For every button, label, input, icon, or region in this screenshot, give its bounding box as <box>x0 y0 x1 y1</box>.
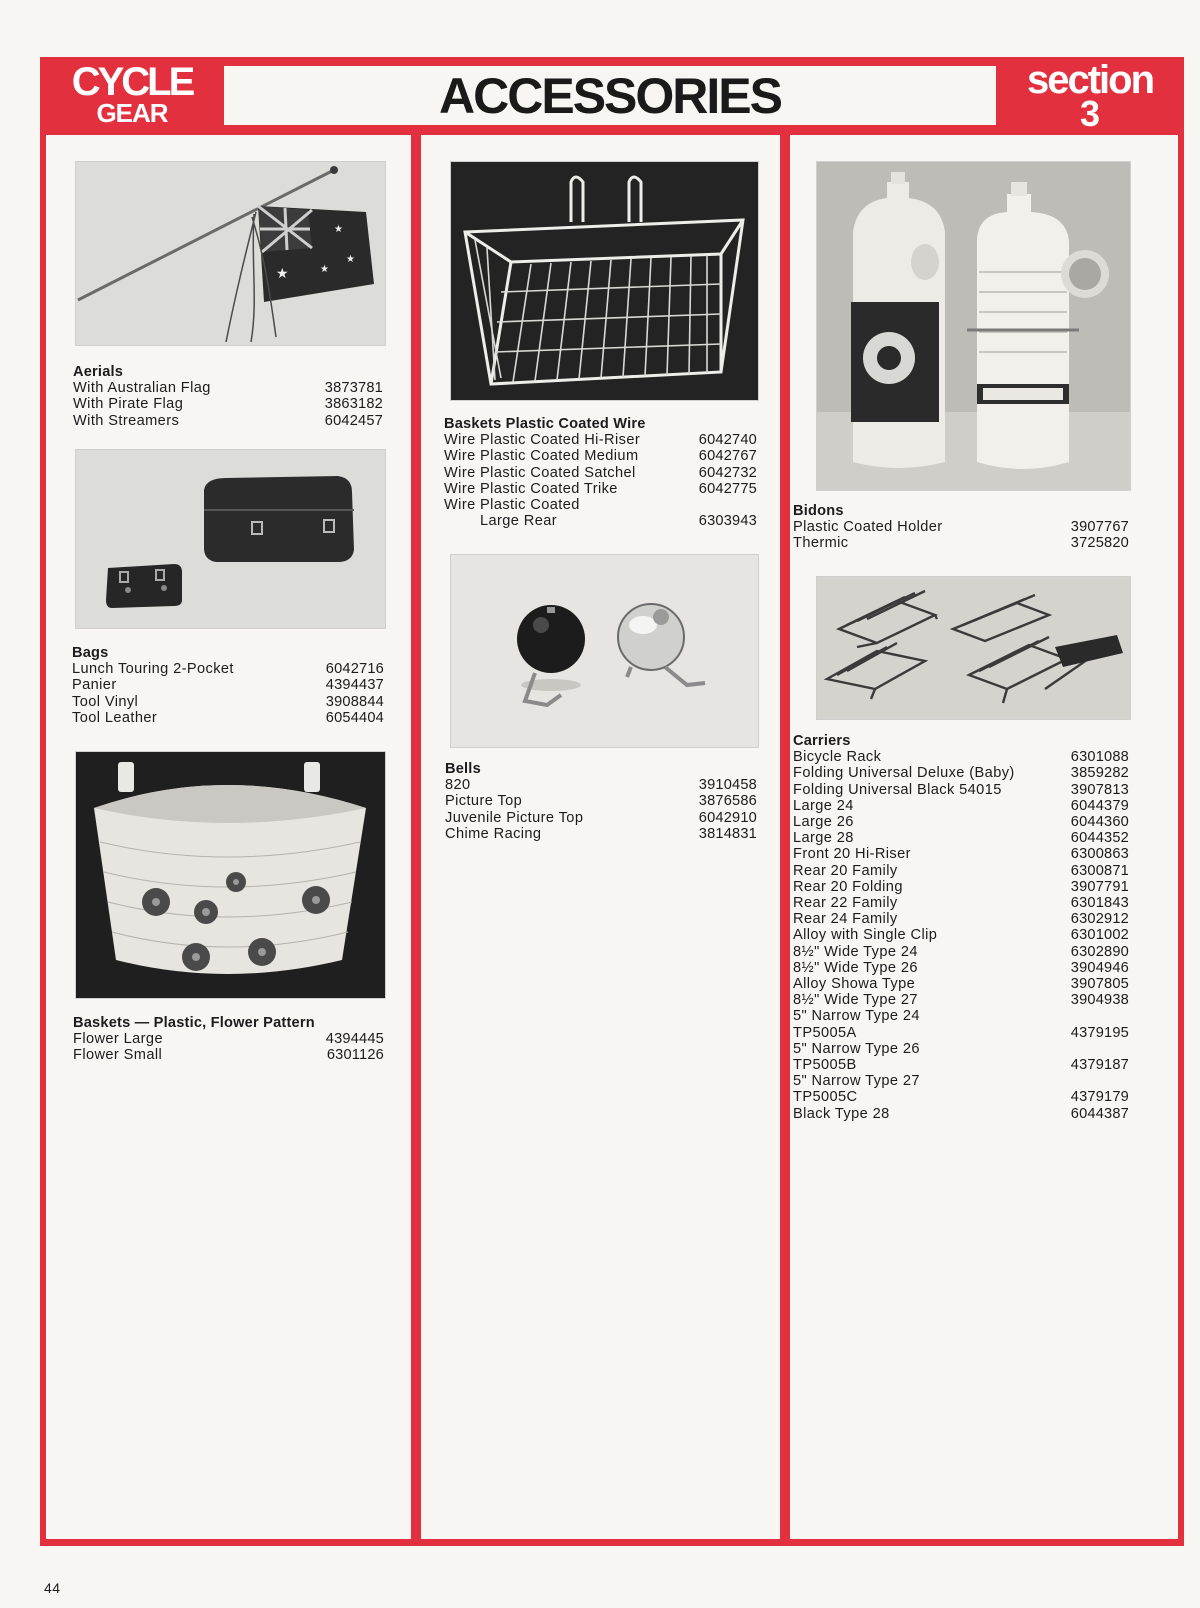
item-code: 3725820 <box>1070 535 1129 552</box>
item-code: 6303943 <box>698 513 757 530</box>
bells-image <box>451 555 758 747</box>
list-item <box>793 1041 1129 1057</box>
item-name: Lunch Touring 2-Pocket <box>72 661 234 678</box>
list-item <box>793 1106 1129 1122</box>
aerials-photo <box>75 161 386 346</box>
bells-list <box>445 761 757 842</box>
list-item <box>73 413 383 429</box>
bags-photo <box>75 449 386 629</box>
aerials-list <box>73 364 383 429</box>
list-item <box>444 481 757 497</box>
list-item <box>72 694 384 710</box>
list-item <box>73 396 383 412</box>
item-name: Flower Small <box>73 1047 163 1064</box>
list-item <box>793 830 1129 846</box>
list-item <box>73 1047 384 1063</box>
list-item <box>444 465 757 481</box>
item-name: With Streamers <box>73 412 180 429</box>
item-code: 6042716 <box>325 661 384 678</box>
item-name: Plastic Coated Holder <box>793 519 943 536</box>
item-name: 5" Narrow Type 26 <box>793 1040 920 1057</box>
carriers-photo <box>816 576 1131 720</box>
list-item <box>793 846 1129 862</box>
item-code: 4394437 <box>325 677 384 694</box>
item-code: 6302912 <box>1070 911 1129 928</box>
list-item <box>793 798 1129 814</box>
flower-basket-image <box>76 752 385 998</box>
item-name: Juvenile Picture Top <box>445 809 584 826</box>
list-item <box>793 814 1129 830</box>
item-code: 3876586 <box>698 793 757 810</box>
flower-baskets-heading: Baskets — Plastic, Flower Pattern <box>73 1015 315 1031</box>
item-name: Tool Leather <box>72 709 158 726</box>
flag-aerial-image <box>76 162 385 345</box>
item-code: 3908844 <box>325 693 384 710</box>
item-name: Thermic <box>793 535 849 552</box>
item-name: Wire Plastic Coated Satchel <box>444 464 636 481</box>
list-item <box>793 1073 1129 1089</box>
item-name: TP5005A <box>793 1024 857 1041</box>
list-item <box>793 879 1129 895</box>
item-code: 6301843 <box>1070 895 1129 912</box>
svg-text:★: ★ <box>346 254 355 265</box>
item-name: TP5005B <box>793 1057 857 1074</box>
item-code: 6042775 <box>698 480 757 497</box>
item-name: Alloy Showa Type <box>793 976 916 993</box>
list-item <box>793 535 1129 551</box>
list-item <box>793 863 1129 879</box>
list-item <box>793 927 1129 943</box>
item-code: 6300863 <box>1070 846 1129 863</box>
item-name: Large Rear <box>480 513 558 530</box>
item-code: 6301126 <box>326 1047 384 1064</box>
item-name: Picture Top <box>445 793 523 810</box>
carriers-list <box>793 733 1129 1122</box>
item-code: 4394445 <box>325 1031 384 1048</box>
list-item <box>444 513 757 529</box>
item-name: Alloy with Single Clip <box>793 927 938 944</box>
list-item <box>445 826 757 842</box>
item-name: 8½" Wide Type 24 <box>793 943 918 960</box>
item-code: 6301088 <box>1070 749 1129 766</box>
bidons-photo <box>816 161 1131 491</box>
item-code: 3910458 <box>698 777 757 794</box>
list-item <box>793 911 1129 927</box>
item-code: 6302890 <box>1070 943 1129 960</box>
list-item <box>73 1031 384 1047</box>
bidons-heading: Bidons <box>793 503 844 519</box>
item-name: With Pirate Flag <box>73 396 184 413</box>
item-code: 6044360 <box>1070 814 1129 831</box>
item-code: 6044379 <box>1070 797 1129 814</box>
item-name: 5" Narrow Type 27 <box>793 1073 920 1090</box>
item-name: Wire Plastic Coated Trike <box>444 480 618 497</box>
list-item <box>444 448 757 464</box>
section-number: 3 <box>1079 93 1101 134</box>
wire-baskets-heading: Baskets Plastic Coated Wire <box>444 416 646 432</box>
column-1 <box>46 135 411 1539</box>
item-name: Large 26 <box>793 814 854 831</box>
item-code: 6042457 <box>324 412 383 429</box>
bags-image <box>76 450 385 628</box>
bidons-list <box>793 503 1129 552</box>
item-code: 3863182 <box>324 396 383 413</box>
column-3 <box>790 135 1178 1539</box>
page-title-box <box>224 66 996 125</box>
aerials-heading: Aerials <box>73 364 124 380</box>
item-code: 6042732 <box>698 464 757 481</box>
list-item <box>793 1057 1129 1073</box>
item-code: 6044387 <box>1070 1105 1129 1122</box>
wire-basket-image <box>451 162 758 400</box>
carriers-image <box>817 577 1130 719</box>
item-code: 3859282 <box>1070 765 1129 782</box>
list-item <box>793 1089 1129 1105</box>
item-code: 3907805 <box>1070 976 1129 993</box>
item-name: With Australian Flag <box>73 380 211 397</box>
item-code: 6301002 <box>1070 927 1129 944</box>
svg-text:★: ★ <box>334 224 343 235</box>
list-item <box>444 432 757 448</box>
item-name: 820 <box>445 777 471 794</box>
item-name: Tool Vinyl <box>72 693 139 710</box>
item-code: 4379187 <box>1070 1057 1129 1074</box>
logo-line-1: CYCLE <box>71 60 193 104</box>
list-item <box>445 777 757 793</box>
item-name: Black Type 28 <box>793 1105 890 1122</box>
item-code: 6042910 <box>698 809 757 826</box>
item-name: Folding Universal Deluxe (Baby) <box>793 765 1015 782</box>
item-code: 6042740 <box>698 432 757 449</box>
section-word: section <box>1026 58 1154 102</box>
item-code: 3907767 <box>1070 519 1129 536</box>
list-item <box>793 976 1129 992</box>
item-name: Front 20 Hi-Riser <box>793 846 911 863</box>
item-name: Rear 20 Family <box>793 862 898 879</box>
list-item <box>793 749 1129 765</box>
item-name: Wire Plastic Coated Hi-Riser <box>444 432 641 449</box>
list-item <box>793 1008 1129 1024</box>
svg-text:★: ★ <box>276 266 289 282</box>
list-item <box>72 677 384 693</box>
item-name: Large 24 <box>793 797 854 814</box>
page-number: 44 <box>44 1580 61 1596</box>
item-name: Bicycle Rack <box>793 749 882 766</box>
list-item <box>793 1025 1129 1041</box>
column-2 <box>421 135 780 1539</box>
item-code: 6054404 <box>325 709 384 726</box>
item-code: 6044352 <box>1070 830 1129 847</box>
list-item <box>445 793 757 809</box>
page-title: ACCESSORIES <box>439 67 781 124</box>
item-code: 4379179 <box>1070 1089 1129 1106</box>
item-name: Folding Universal Black 54015 <box>793 781 1002 798</box>
bells-photo <box>450 554 759 748</box>
list-item <box>793 960 1129 976</box>
section-badge <box>998 58 1182 132</box>
flower-basket-photo <box>75 751 386 999</box>
list-item <box>793 944 1129 960</box>
wire-baskets-list <box>444 416 757 529</box>
wire-basket-photo <box>450 161 759 401</box>
item-code: 6300871 <box>1070 862 1129 879</box>
list-item <box>793 519 1129 535</box>
item-name: Rear 22 Family <box>793 895 898 912</box>
item-name: Rear 20 Folding <box>793 878 903 895</box>
item-code: 3907813 <box>1070 781 1129 798</box>
list-item <box>793 895 1129 911</box>
item-code: 3907791 <box>1070 878 1129 895</box>
list-item <box>445 810 757 826</box>
item-name: 5" Narrow Type 24 <box>793 1008 920 1025</box>
item-name: 8½" Wide Type 27 <box>793 992 918 1009</box>
item-name: 8½" Wide Type 26 <box>793 959 918 976</box>
item-code: 6042767 <box>698 448 757 465</box>
list-item <box>793 765 1129 781</box>
cycle-gear-logo <box>46 60 218 130</box>
item-code: 3904946 <box>1070 959 1129 976</box>
list-item <box>72 661 384 677</box>
bags-heading: Bags <box>72 645 109 661</box>
item-code: 3873781 <box>324 380 383 397</box>
item-name: TP5005C <box>793 1089 858 1106</box>
flower-baskets-list <box>73 1015 384 1064</box>
item-name: Wire Plastic Coated Medium <box>444 448 639 465</box>
list-item <box>73 380 383 396</box>
item-name: Flower Large <box>73 1031 163 1048</box>
item-name: Large 28 <box>793 830 854 847</box>
list-item <box>793 782 1129 798</box>
list-item <box>793 992 1129 1008</box>
item-name: Panier <box>72 677 117 694</box>
list-item <box>72 710 384 726</box>
svg-text:★: ★ <box>320 264 329 275</box>
item-code: 3814831 <box>698 825 757 842</box>
bags-list <box>72 645 384 726</box>
list-item <box>444 497 757 513</box>
item-code: 3904938 <box>1070 992 1129 1009</box>
carriers-heading: Carriers <box>793 733 851 749</box>
item-code: 4379195 <box>1070 1024 1129 1041</box>
item-name: Wire Plastic Coated <box>444 497 580 514</box>
bidons-image <box>817 162 1130 490</box>
bells-heading: Bells <box>445 761 481 777</box>
item-name: Rear 24 Family <box>793 911 898 928</box>
item-name: Chime Racing <box>445 825 542 842</box>
logo-line-2: GEAR <box>96 98 168 128</box>
